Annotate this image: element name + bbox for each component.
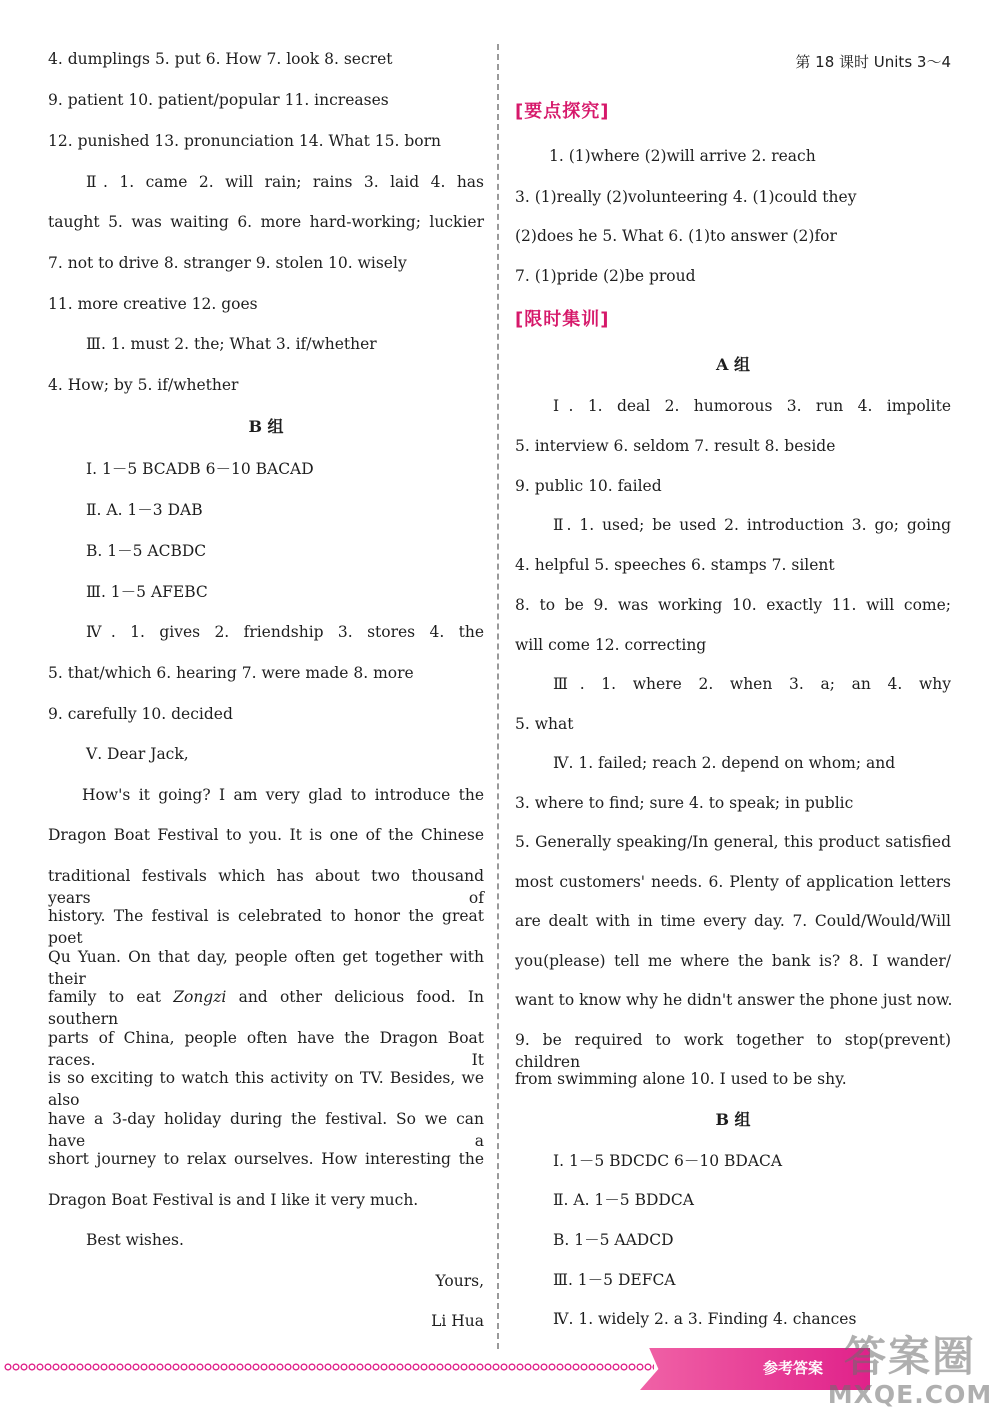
italic-word: Zongzi <box>173 988 227 1006</box>
section-timed-training: [限时集训] <box>515 309 610 330</box>
left-line: taught 5. was waiting 6. more hard-working; luckier <box>48 213 484 231</box>
right-line: Ⅰ. 1. deal 2. humorous 3. run 4. impolite <box>553 397 951 415</box>
right-line: 4. helpful 5. speeches 6. stamps 7. silent <box>515 556 835 574</box>
right-line: A 组 <box>716 355 750 374</box>
right-line: 9. be required to work together to stop(prevent) children <box>515 1031 951 1071</box>
left-line: 11. more creative 12. goes <box>48 295 258 313</box>
left-line: 12. punished 13. pronunciation 14. What 15. born <box>48 132 441 150</box>
left-line: short journey to relax ourselves. How interesting the <box>48 1150 484 1168</box>
right-line: Ⅳ. 1. widely 2. a 3. Finding 4. chances <box>553 1310 857 1328</box>
right-line: (2)does he 5. What 6. (1)to answer (2)for <box>515 227 837 245</box>
left-line: 4. dumplings 5. put 6. How 7. look 8. secret <box>48 50 393 68</box>
right-line: 9. public 10. failed <box>515 477 662 495</box>
left-line: Ⅲ. 1. must 2. the; What 3. if/whether <box>86 335 377 353</box>
left-line: Dragon Boat Festival to you. It is one of the Chinese <box>48 826 484 844</box>
left-line: 7. not to drive 8. stranger 9. stolen 10. wisely <box>48 254 407 272</box>
left-line: is so exciting to watch this activity on TV. Besides, we also <box>48 1069 484 1109</box>
right-line: 7. (1)pride (2)be proud <box>515 267 696 285</box>
right-line: Ⅰ. 1－5 BDCDC 6－10 BDACA <box>553 1152 783 1170</box>
left-line: Yours, <box>435 1272 484 1290</box>
right-line: Ⅱ. 1. used; be used 2. introduction 3. go; going <box>553 516 951 534</box>
left-line: 9. patient 10. patient/popular 11. increases <box>48 91 389 109</box>
right-line: B 组 <box>715 1110 751 1129</box>
decorative-ring-border <box>4 1363 654 1375</box>
right-line: 1. (1)where (2)will arrive 2. reach <box>549 147 816 165</box>
left-line: family to eat Zongzi and other delicious food. In southern <box>48 988 484 1028</box>
left-line: Dragon Boat Festival is and I like it very much. <box>48 1191 419 1209</box>
right-line: 3. where to find; sure 4. to speak; in public <box>515 794 854 812</box>
left-line: 9. carefully 10. decided <box>48 705 233 723</box>
section-key-points: [要点探究] <box>515 101 610 122</box>
left-line: Ⅰ. 1－5 BCADB 6－10 BACAD <box>86 460 314 478</box>
right-line: 8. to be 9. was working 10. exactly 11. will come; <box>515 596 951 614</box>
right-line: from swimming alone 10. I used to be shy. <box>515 1070 847 1088</box>
left-line: Ⅱ. 1. came 2. will rain; rains 3. laid 4. has <box>86 173 484 191</box>
right-line: want to know why he didn't answer the phone just now. <box>515 991 953 1009</box>
left-line: Qu Yuan. On that day, people often get together with their <box>48 948 484 988</box>
left-line: Li Hua <box>431 1312 484 1330</box>
right-line: 5. what <box>515 715 574 733</box>
left-line: Ⅲ. 1－5 AFEBC <box>86 583 208 601</box>
right-line: Ⅱ. A. 1－5 BDDCA <box>553 1191 694 1209</box>
left-line: 4. How; by 5. if/whether <box>48 376 239 394</box>
left-line: How's it going? I am very glad to introduce the <box>82 786 484 804</box>
left-line: Ⅴ. Dear Jack, <box>86 745 189 763</box>
watermark-cn: 答案圈 <box>843 1332 976 1381</box>
answer-tab-label: 参考答案 <box>762 1359 823 1377</box>
left-line: have a 3-day holiday during the festival. So we can have a <box>48 1110 484 1150</box>
right-line: are dealt with in time every day. 7. Could/Would/Will <box>515 912 951 930</box>
left-line: B. 1－5 ACBDC <box>86 542 207 560</box>
right-line: 5. interview 6. seldom 7. result 8. beside <box>515 437 836 455</box>
right-line: you(please) tell me where the bank is? 8. I wander/ <box>515 952 951 970</box>
right-line: most customers' needs. 6. Plenty of application letters <box>515 873 951 891</box>
right-line: Ⅲ. 1. where 2. when 3. a; an 4. why <box>553 675 951 693</box>
left-line: Best wishes. <box>86 1231 184 1249</box>
left-line: 5. that/which 6. hearing 7. were made 8. more <box>48 664 414 682</box>
column-divider <box>497 44 499 1349</box>
left-line: parts of China, people often have the Dragon Boat races. It <box>48 1029 484 1069</box>
right-line: Ⅲ. 1－5 DEFCA <box>553 1271 676 1289</box>
left-line: traditional festivals which has about two thousand years of <box>48 867 484 907</box>
left-line: B 组 <box>248 417 284 436</box>
right-line: Ⅳ. 1. failed; reach 2. depend on whom; and <box>553 754 896 772</box>
watermark-en: MXQE.COM <box>827 1380 993 1409</box>
right-line: 3. (1)really (2)volunteering 4. (1)could they <box>515 188 857 206</box>
left-line: Ⅳ. 1. gives 2. friendship 3. stores 4. the <box>86 623 484 641</box>
left-line: Ⅱ. A. 1－3 DAB <box>86 501 203 519</box>
lesson-header: 第 18 课时 Units 3～4 <box>795 53 951 71</box>
right-line: B. 1－5 AADCD <box>553 1231 674 1249</box>
right-line: 5. Generally speaking/In general, this product satisfied <box>515 833 951 851</box>
left-line: history. The festival is celebrated to honor the great poet <box>48 907 484 947</box>
right-line: will come 12. correcting <box>515 636 707 654</box>
